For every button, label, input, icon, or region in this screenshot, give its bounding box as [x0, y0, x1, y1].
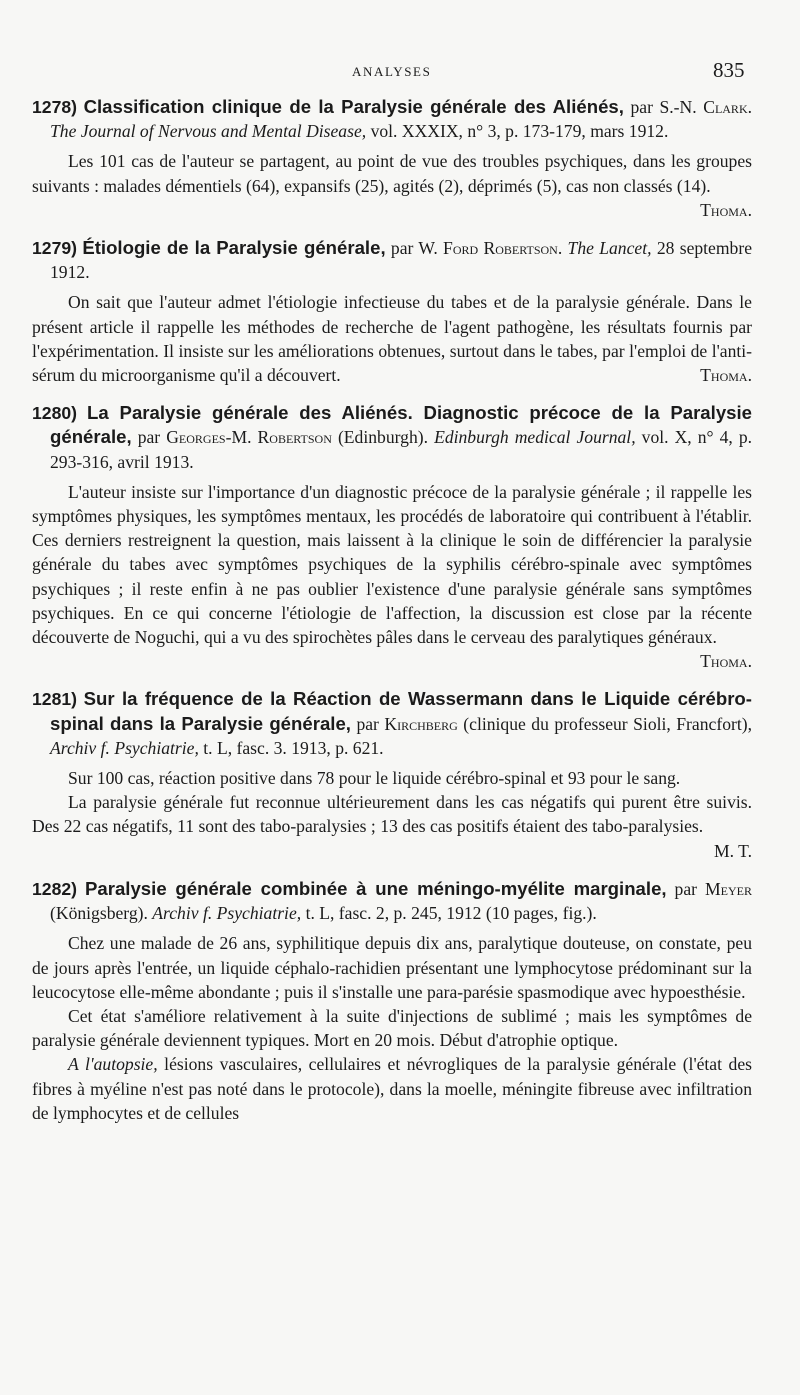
- entry-journal: Archiv f. Psychiatrie,: [152, 903, 302, 924]
- entry-paragraph: A l'autopsie, lésions vasculaires, cellulaires et névrogliques de la paralysie générale (l'état des fibres à myéline n'est pas noté dans le protocole), dans la moelle, méningite fibreuse avec infiltration de lymphocytes et de cellules: [32, 1054, 752, 1123]
- entry-heading: [32, 236, 752, 284]
- entry-journal: The Journal of Nervous and Mental Disease,: [50, 121, 367, 142]
- entry-affiliation: (Edinburgh).: [331, 427, 435, 448]
- entry-author: Kirchberg: [384, 713, 458, 734]
- running-header: [0, 58, 800, 84]
- entry-heading: [32, 877, 752, 925]
- entry-affiliation: (clinique du professeur Sioli, Francfort),: [457, 713, 752, 734]
- entry-title: Sur la fréquence de la Réaction de Wassermann dans le Liquide cérébro-spinal dans la Paralysie générale,: [50, 688, 752, 734]
- entry-title: La Paralysie générale des Aliénés. Diagnostic précoce de la Paralysie générale,: [50, 402, 753, 448]
- entry-title: Paralysie générale combinée à une méningo-myélite marginale,: [84, 877, 667, 899]
- entry-signature: M. T.: [714, 840, 752, 861]
- entry-paragraph: L'auteur insiste sur l'importance d'un diagnostic précoce de la paralysie générale ; il rappelle les symptômes physiques, les symptômes mentaux, les procédés de laboratoire qui contribuent à l'établir. Ces derniers restreignent la question, mais laissent à la clinique le soin de différencier la paralysie générale du tabes avec symptômes psychiques de la syphilis cérébro-spinale avec symptômes psychiques ; il reste enfin à ne pas oublier l'existence d'une paralysie générale sans symptômes psychiques. En ce qui concerne l'étiologie de l'affection, la discussion est close par la récente découverte de Noguchi, qui a vu des spirochètes pâles dans le cerveau des paralytiques généraux. Thoma.: [32, 480, 752, 649]
- entry-paragraph: La paralysie générale fut reconnue ultérieurement dans les cas négatifs qui purent être suivis. Des 22 cas négatifs, 11 sont des tabo-paralysies ; 13 des cas positifs étaient des tabo-paralysies. M. T.: [32, 790, 752, 838]
- entry-1278: [32, 95, 752, 222]
- entry-1281: [32, 687, 752, 862]
- autopsy-lead: A l'autopsie,: [68, 1054, 158, 1075]
- entry-number: 1280): [32, 403, 77, 424]
- entry-citation: t. L, fasc. 2, p. 245, 1912 (10 pages, fig.).: [305, 903, 597, 924]
- entry-paragraph: Sur 100 cas, réaction positive dans 78 pour le liquide cérébro-spinal et 93 pour le sang.: [68, 768, 681, 789]
- entry-paragraph: On sait que l'auteur admet l'étiologie infectieuse du tabes et de la paralysie générale. Dans le présent article il rappelle les méthodes de recherche de l'agent pathogène, les résultats fournis par l'expérimentation. Il insiste sur les améliorations obtenues, surtout dans le tabes, par l'emploi de l'anti-sérum du microorganisme qu'il a découvert. Thoma.: [32, 290, 752, 387]
- entry-citation: vol. XXXIX, n° 3, p. 173-179, mars 1912.: [370, 121, 669, 142]
- entry-number: 1278): [32, 97, 77, 117]
- entry-by: par: [666, 878, 706, 899]
- entry-author: Ford Robertson.: [443, 238, 563, 259]
- entry-by: par: [131, 427, 167, 448]
- entry-heading: 1278) Classification clinique de la Paralysie générale des Aliénés, par S.-N. Clark. The Journal of Nervous and Mental Disease, vol. XXXIX, n° 3, p. 173-179, mars 1912.: [32, 96, 753, 142]
- entry-author: Georges-M. Robertson: [166, 427, 332, 448]
- entry-journal: Edinburgh medical Journal,: [434, 427, 636, 448]
- article-body: [32, 95, 752, 1139]
- entry-journal: The Lancet,: [567, 238, 652, 259]
- entry-affiliation: (Königsberg).: [50, 903, 153, 924]
- entry-by: par W.: [385, 238, 444, 259]
- entry-title: Étiologie de la Paralysie générale,: [82, 237, 386, 259]
- running-title: ANALYSES: [352, 64, 432, 79]
- entry-journal: Archiv f. Psychiatrie,: [50, 737, 199, 758]
- page-number: 835: [713, 58, 745, 82]
- entry-by: par S.-N.: [623, 97, 704, 117]
- entry-paragraph: Cet état s'améliore relativement à la suite d'injections de sublimé ; mais les symptômes de paralysie générale deviennent typiques. Mort en 20 mois. Début d'atrophie optique.: [32, 1005, 752, 1051]
- entry-author: Meyer: [705, 878, 752, 899]
- entry-1279: [32, 236, 752, 387]
- entry-signature: Thoma.: [700, 199, 752, 220]
- entry-number: 1281): [32, 689, 77, 710]
- entry-signature: Thoma.: [700, 365, 752, 386]
- entry-author: Clark: [703, 97, 748, 117]
- entry-number: 1279): [32, 238, 77, 259]
- entry-heading: [32, 401, 752, 474]
- entry-citation: t. L, fasc. 3. 1913, p. 621.: [203, 737, 384, 758]
- entry-paragraph: Les 101 cas de l'auteur se partagent, au point de vue des troubles psychiques, dans les groupes suivants : malades démentiels (64), expansifs (25), agités (2), déprimés (5), cas non classés (14). Thoma.: [32, 149, 752, 197]
- entry-paragraph: Chez une malade de 26 ans, syphilitique depuis dix ans, paralytique douteuse, on constate, peu de jours après l'entrée, un liquide céphalo-rachidien présentant une lymphocytose prédominant sur la leucocytose elle-même abondante ; puis il s'installe une para-parésie spasmodique avec hypoesthésie.: [32, 933, 752, 1002]
- entry-citation: vol. X, n° 4, p. 293-316, avril 1913.: [50, 427, 753, 472]
- entry-heading: [32, 687, 752, 760]
- entry-1282: [32, 877, 752, 1125]
- entry-citation: 28 septembre 1912.: [50, 238, 753, 283]
- entry-signature: Thoma.: [700, 651, 752, 672]
- entry-1280: [32, 401, 752, 673]
- entry-title: Classification clinique de la Paralysie générale des Aliénés,: [83, 96, 624, 117]
- entry-number: 1282): [32, 878, 77, 899]
- entry-by: par: [350, 713, 385, 734]
